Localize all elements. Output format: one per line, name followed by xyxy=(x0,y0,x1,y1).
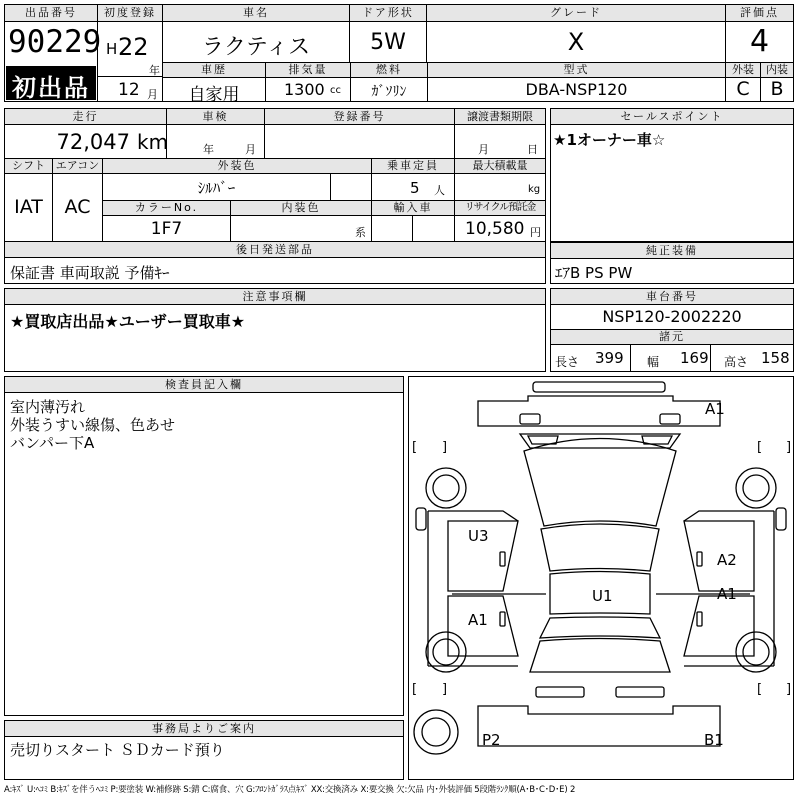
seats: 5 xyxy=(410,179,420,197)
chassis-label: 車台番号 xyxy=(551,289,793,305)
office-text: 売切りスタート ＳＤカード預り xyxy=(10,741,225,759)
later-parts: 保証書 車両取説 予備ｷｰ xyxy=(10,264,170,282)
model: DBA-NSP120 xyxy=(525,80,628,99)
inspector-label: 検査員記入欄 xyxy=(5,377,403,393)
car-name: ラクティス xyxy=(201,35,311,60)
interior-grade: B xyxy=(770,78,784,100)
legend: A:ｷｽﾞ U:ﾍｺﾐ B:ｷｽﾞを伴うﾍｺﾐ P:要塗装 W:補修跡 S:錆 C:腐食、穴 G:ﾌﾛﾝﾄｶﾞﾗｽ点ｷｽﾞ XX:交換済み X:要交換 欠:欠品 内･外装評価 5段階ﾗﾝｸ順(A･B･C･D･E) 2 xyxy=(4,785,576,795)
mileage: 72,047 xyxy=(56,130,130,154)
fuel-label: 燃料 xyxy=(351,63,427,78)
displacement: 1300 xyxy=(284,80,325,99)
dims-label: 諸元 xyxy=(551,330,793,345)
ext-color: ｼﾙﾊﾞｰ xyxy=(197,179,236,197)
int-color-unit: 系 xyxy=(355,226,366,239)
lot-number-label: 出品番号 xyxy=(5,5,97,22)
car-diagram-svg xyxy=(408,376,794,780)
inspection-label: 車検 xyxy=(167,109,264,125)
mark-u1: U1 xyxy=(592,587,613,605)
transfer-day-unit: 日 xyxy=(527,143,538,156)
max-load-label: 最大積載量 xyxy=(455,159,545,174)
office-label: 事務局よりご案内 xyxy=(5,721,403,737)
int-color-label: 内装色 xyxy=(231,201,371,216)
sales-point-label: セールスポイント xyxy=(551,109,793,125)
month-unit: 月 xyxy=(147,88,158,101)
displacement-label: 排気量 xyxy=(266,63,350,78)
inspector-line-2: 外装うすい線傷、色あせ xyxy=(10,416,176,434)
mark-p2: P2 xyxy=(482,731,501,749)
bracket-left-bottom: [ xyxy=(412,682,418,697)
bracket-right-top: ] xyxy=(442,440,448,455)
mark-a1-right: A1 xyxy=(717,585,737,603)
sales-point-text: ★1オーナー車☆ xyxy=(553,131,666,149)
shift: IAT xyxy=(14,196,43,218)
first-reg-year: 22 xyxy=(118,33,149,61)
fuel: ｶﾞｿﾘﾝ xyxy=(371,84,407,100)
inspection-month-unit: 月 xyxy=(245,143,256,156)
recycle-unit: 円 xyxy=(530,226,541,239)
grade: X xyxy=(567,28,585,56)
lot-number: 90229 xyxy=(8,24,102,60)
seats-label: 乗車定員 xyxy=(372,159,454,174)
color-no: 1F7 xyxy=(150,219,183,239)
score-label: 評価点 xyxy=(726,5,793,22)
history-label: 車歴 xyxy=(163,63,265,78)
aircon: AC xyxy=(64,196,91,218)
aircon-label: エアコン xyxy=(53,159,102,174)
bracket-right-top-r: ] xyxy=(786,440,792,455)
bracket-left-top-r: [ xyxy=(757,440,763,455)
equipment-label: 純正装備 xyxy=(551,243,793,259)
bracket-right-bottom: ] xyxy=(442,682,448,697)
mark-a1-left: A1 xyxy=(468,611,488,629)
mileage-label: 走行 xyxy=(5,109,166,125)
score: 4 xyxy=(749,24,770,59)
door-label: ドア形状 xyxy=(350,5,426,22)
max-load-unit: kg xyxy=(528,184,541,195)
first-reg-month: 12 xyxy=(118,80,140,100)
first-reg-label: 初度登録 xyxy=(98,5,162,22)
shift-label: シフト xyxy=(5,159,52,174)
chassis-number: NSP120-2002220 xyxy=(602,307,742,326)
bracket-left-top: [ xyxy=(412,440,418,455)
mileage-unit: km xyxy=(137,130,169,154)
transfer-deadline-label: 譲渡書類期限 xyxy=(455,109,545,125)
bracket-left-bottom-r: [ xyxy=(757,682,763,697)
length-label: 長さ xyxy=(555,355,580,369)
door-type: 5W xyxy=(370,30,406,55)
first-reg-era: H xyxy=(106,40,118,58)
mark-a1-front: A1 xyxy=(705,400,725,418)
width-value: 169 xyxy=(680,349,709,367)
color-no-label: カラーNo. xyxy=(103,201,230,216)
mark-a2: A2 xyxy=(717,551,737,569)
later-parts-label: 後日発送部品 xyxy=(5,242,545,258)
height-value: 158 xyxy=(761,349,790,367)
length-value: 399 xyxy=(595,349,624,367)
import-label: 輸入車 xyxy=(372,201,454,216)
equipment-text: ｴｱB PS PW xyxy=(555,264,633,282)
grade-label: グレード xyxy=(427,5,725,22)
height-label: 高さ xyxy=(724,355,749,369)
interior-label: 内装 xyxy=(761,63,793,78)
width-label: 幅 xyxy=(647,355,660,369)
recycle-amount: 10,580 xyxy=(465,219,525,239)
car-name-label: 車名 xyxy=(163,5,349,22)
bracket-right-bottom-r: ] xyxy=(786,682,792,697)
inspection-year-unit: 年 xyxy=(203,143,214,156)
registration-no-label: 登録番号 xyxy=(265,109,454,125)
notes-label: 注意事項欄 xyxy=(5,289,545,305)
mark-b1: B1 xyxy=(704,731,724,749)
inspector-line-1: 室内薄汚れ xyxy=(10,398,86,416)
transfer-month-unit: 月 xyxy=(478,143,489,156)
displacement-unit: cc xyxy=(330,85,341,96)
exterior-grade: C xyxy=(736,78,750,100)
first-listing-text: 初出品 xyxy=(12,74,90,102)
recycle-label: リサイクル預託金 xyxy=(455,201,545,216)
inspector-line-3: バンパー下A xyxy=(10,434,95,452)
year-unit: 年 xyxy=(149,64,160,77)
exterior-label: 外装 xyxy=(726,63,760,78)
ext-color-label: 外装色 xyxy=(103,159,371,174)
model-label: 型式 xyxy=(428,63,725,78)
mark-u3: U3 xyxy=(468,527,489,545)
notes-text: ★買取店出品★ユーザー買取車★ xyxy=(10,312,246,331)
seats-unit: 人 xyxy=(434,184,445,197)
history: 自家用 xyxy=(188,85,240,105)
